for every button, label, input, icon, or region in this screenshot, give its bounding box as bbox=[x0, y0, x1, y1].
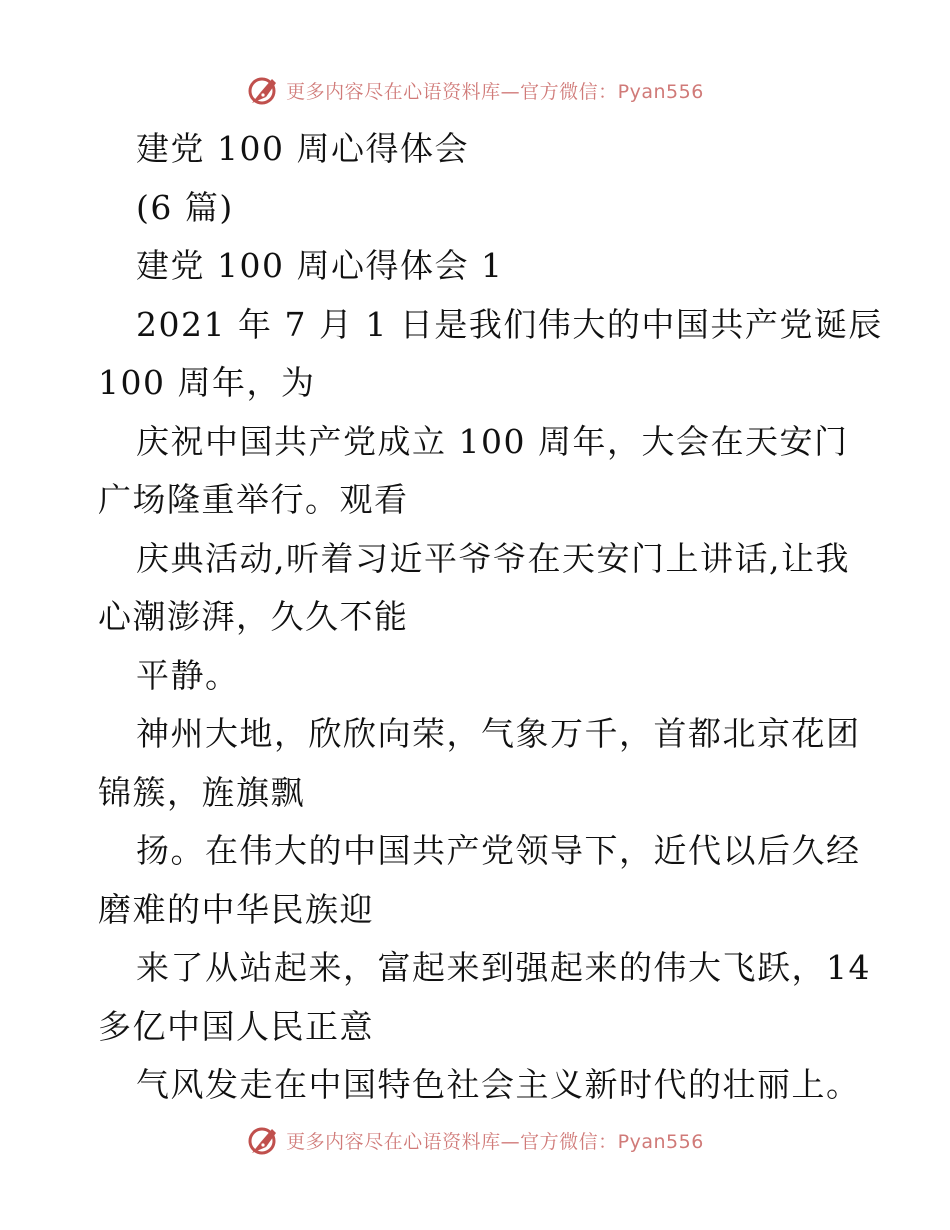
text-line: 建党 100 周心得体会 1 bbox=[136, 246, 504, 285]
text-line: 心潮澎湃，久久不能 bbox=[98, 597, 409, 636]
watermark-text: 更多内容尽在心语资料库—官方微信：Pyan556 bbox=[286, 1130, 704, 1153]
text-line: 来了从站起来，富起来到强起来的伟大飞跃，14 bbox=[136, 948, 871, 987]
footer-watermark-banner bbox=[0, 1120, 950, 1160]
watermark-text: 更多内容尽在心语资料库—官方微信：Pyan556 bbox=[286, 80, 704, 103]
text-line: 2021 年 7 月 1 日是我们伟大的中国共产党诞辰 bbox=[136, 304, 883, 344]
text-line: 气风发走在中国特色社会主义新时代的壮丽上。 bbox=[136, 1065, 861, 1104]
text-line: 多亿中国人民正意 bbox=[98, 1006, 374, 1046]
text-line: 锦簇，旌旗飘 bbox=[98, 772, 305, 812]
text-line: 庆典活动,听着习近平爷爷在天安门上讲话,让我 bbox=[136, 538, 850, 578]
text-line: 扬。在伟大的中国共产党领导下，近代以后久经 bbox=[136, 831, 861, 870]
text-line: 建党 100 周心得体会 bbox=[136, 129, 469, 168]
text-line: 广场隆重举行。观看 bbox=[98, 480, 409, 519]
pen-nib-logo-icon bbox=[246, 1123, 280, 1157]
text-line: 平静。 bbox=[136, 655, 240, 695]
text-line: 庆祝中国共产党成立 100 周年，大会在天安门 bbox=[136, 421, 849, 461]
text-line: 100 周年，为 bbox=[98, 363, 316, 402]
pen-nib-logo-icon bbox=[246, 73, 280, 107]
header-watermark-banner bbox=[0, 70, 950, 110]
text-line: (6 篇) bbox=[136, 187, 234, 227]
document-body bbox=[98, 120, 883, 1115]
text-line: 磨难的中华民族迎 bbox=[98, 889, 374, 929]
text-line: 神州大地，欣欣向荣，气象万千，首都北京花团 bbox=[136, 714, 861, 753]
